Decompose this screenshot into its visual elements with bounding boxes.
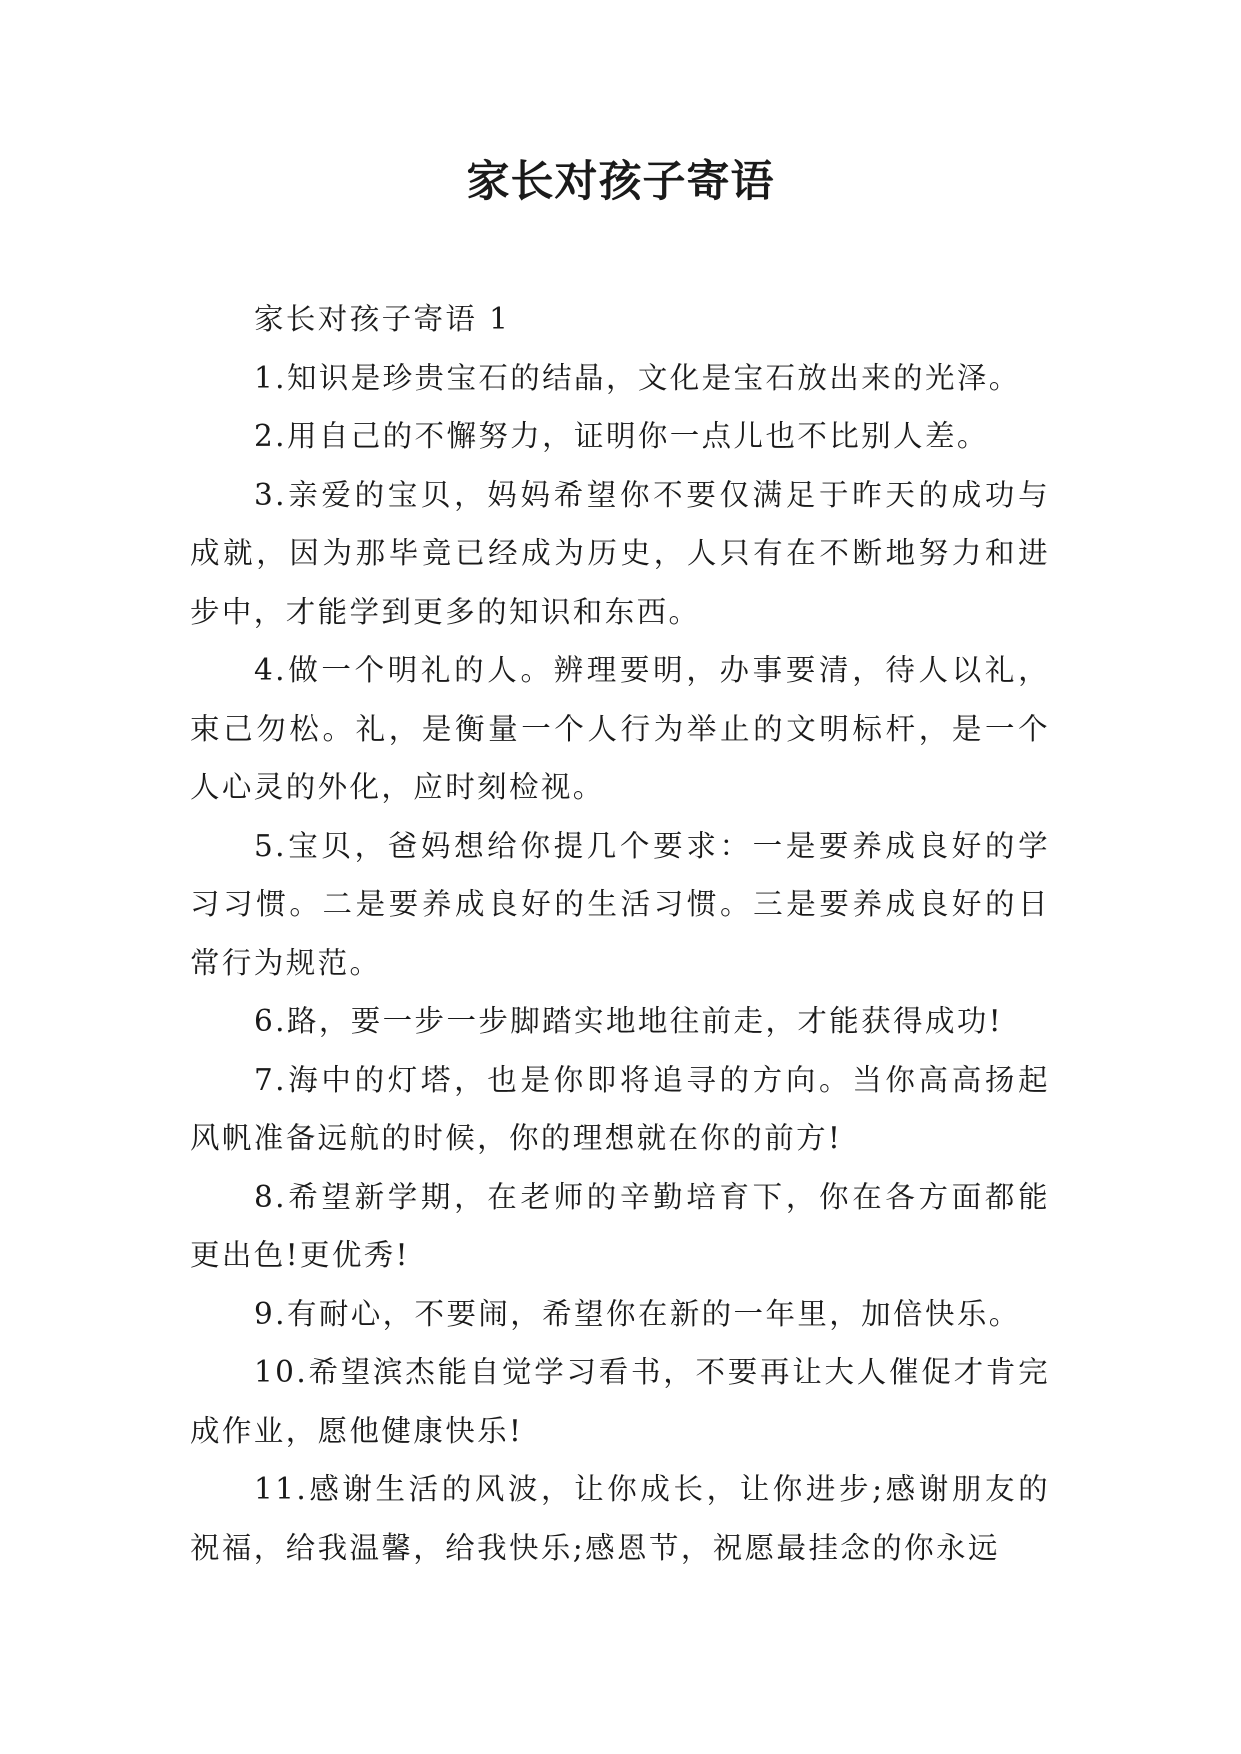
paragraph-3: 3.亲爱的宝贝，妈妈希望你不要仅满足于昨天的成功与成就，因为那毕竟已经成为历史，人只有在不断地努力和进步中，才能学到更多的知识和东西。 <box>190 477 1050 629</box>
paragraph-5: 5.宝贝，爸妈想给你提几个要求：一是要养成良好的学习习惯。二是要养成良好的生活习惯。三是要养成良好的日常行为规范。 <box>190 828 1050 980</box>
document-title: 家长对孩子寄语 <box>466 157 775 207</box>
paragraph-10: 10.希望滨杰能自觉学习看书，不要再让大人催促才肯完成作业，愿他健康快乐! <box>190 1355 1050 1448</box>
paragraph-4: 4.做一个明礼的人。辨理要明，办事要清，待人以礼，束己勿松。礼，是衡量一个人行为举止的文明标杆，是一个人心灵的外化，应时刻检视。 <box>190 653 1050 804</box>
section-heading: 家长对孩子寄语 1 <box>254 302 511 336</box>
paragraph-2: 2.用自己的不懈努力，证明你一点儿也不比别人差。 <box>254 419 989 453</box>
paragraph-8: 8.希望新学期，在老师的辛勤培育下，你在各方面都能更出色!更优秀! <box>190 1179 1050 1272</box>
paragraph-6: 6.路，要一步一步脚踏实地地往前走，才能获得成功! <box>254 1004 1004 1038</box>
paragraph-7: 7.海中的灯塔，也是你即将追寻的方向。当你高高扬起风帆准备远航的时候，你的理想就在你的前方! <box>190 1062 1050 1155</box>
paragraph-1: 1.知识是珍贵宝石的结晶，文化是宝石放出来的光泽。 <box>254 360 1021 395</box>
paragraph-11: 11.感谢生活的风波，让你成长，让你进步;感谢朋友的祝福，给我温馨，给我快乐;感恩节，祝愿最挂念的你永远 <box>190 1472 1050 1565</box>
paragraph-9: 9.有耐心，不要闹，希望你在新的一年里，加倍快乐。 <box>254 1296 1021 1331</box>
document-body <box>190 290 1050 1577</box>
